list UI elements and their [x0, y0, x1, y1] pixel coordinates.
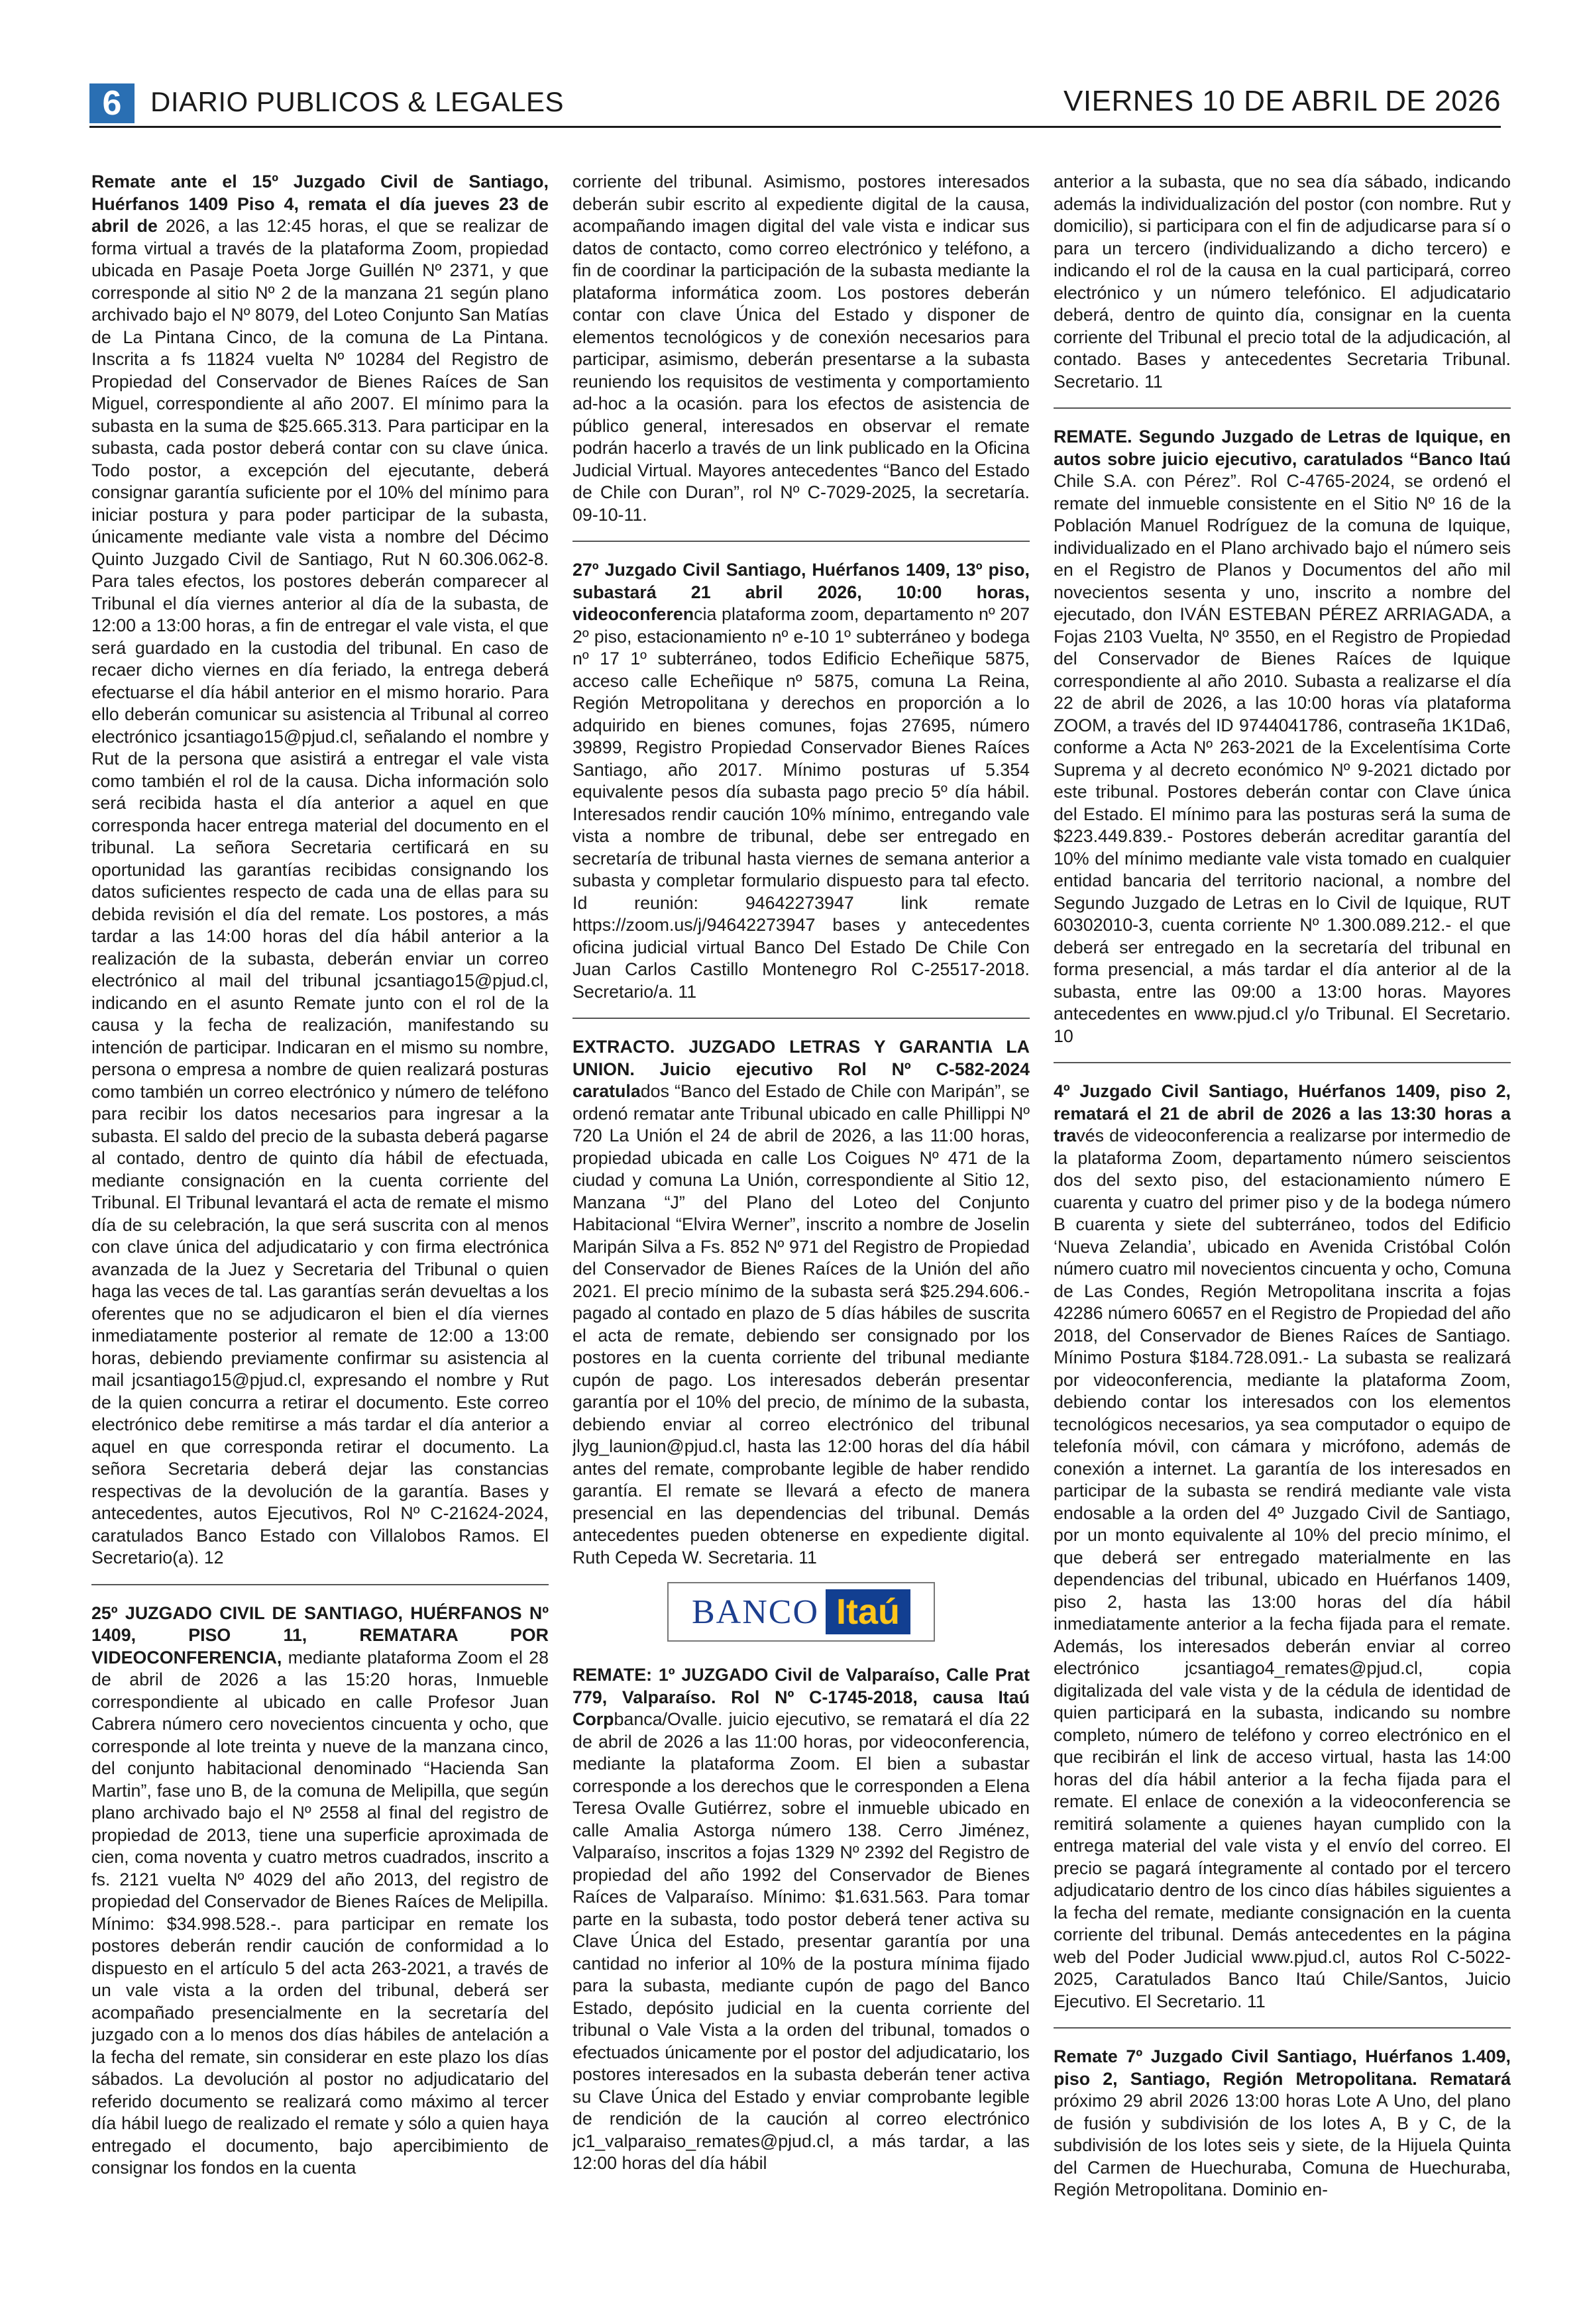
notice-1-juzgado-valparaiso — [572, 1664, 1030, 2175]
header-rule — [89, 126, 1501, 128]
notice-7-juzgado-civil — [1054, 2046, 1511, 2201]
notice-valparaiso-continued — [1054, 171, 1511, 393]
notice-body: 2026, a las 12:45 horas, el que se realizar de forma virtual a través de la plataforma Zoom, propiedad ubicada en Pasaje Poeta Jorge Guillén Nº 2371, y que corresponde al sitio Nº 2 de la manzana 21 según plano archivado bajo el Nº 8079, del Loteo Conjunto San Matías de La Pintana Cinco, de la comuna de La Pintana. Inscrita a fs 11824 vuelta Nº 10284 del Registro de Propiedad del Conservador de Bienes Raíces de San Miguel, correspondiente al año 2007. El mínimo para la subasta en la suma de $25.665.313. Para participar en la subasta, cada postor deberá contar con su clave única. Todo postor, a excepción del ejecutante, deberá consignar garantía suficiente por el 10% del mínimo para iniciar postura y para poder participar de la subasta, únicamente mediante vale vista a nombre del Décimo Quinto Juzgado Civil de Santiago, Rut N 60.306.062-8. Para tales efectos, los postores deberán comparecer al Tribunal el día viernes anterior al día de la subasta, de 12:00 a 13:00 horas, a fin de entregar el vale vista, el que será guardado en la custodia del tribunal. En caso de recaer dicho viernes en día feriado, la entrega deberá efectuarse el día hábil anterior en el mismo horario. Para ello deberán comunicar su asistencia al Tribunal al correo electrónico jcsantiago15@pjud.cl, señalando el nombre y Rut de la persona que asistirá a entregar el vale vista como también el rol de la causa. Dicha información solo será recibida hasta el día anterior a aquel en que corresponda hacer entrega material del documento en el tribunal. La señora Secretaria certificará en su oportunidad las garantías recibidas consignando los datos suficientes respecto de cada una de ellas para su debida revisión el día del remate. Los postores, a más tardar a las 14:00 horas del día hábil anterior a la realización de la subasta, deberán enviar un correo electrónico al mail del tribunal jcsantiago15@pjud.cl, indicando en el asunto Remate junto con el rol de la causa y la fecha de realización, manifestando su intención de participar. Indicaran en el mismo su nombre, persona o empresa a nombre de quien realizará posturas como también un correo electrónico y número de teléfono para recibir los datos necesarios para ingresar a la subasta. El saldo del precio de la subasta deberá pagarse al contado, dentro de quinto día hábil de efectuada, mediante consignación en la cuenta corriente del Tribunal. El Tribunal levantará el acta de remate el mismo día de su celebración, la que será suscrita con al menos con clave única del adjudicatario y con firma electrónica avanzada de la Juez y Secretaria del Tribunal o quien haga las veces de tal. Las garantías serán devueltas a los oferentes que no se adjudicaron el bien el día viernes inmediatamente posterior al remate de 12:00 a 13:00 horas, debiendo previamente confirmar su asistencia al mail jcsantiago15@pjud.cl, expresando el nombre y Rut de la quien concurra a retirar el documento. Este correo electrónico debe remitirse a más tardar el día anterior a aquel en que corresponda retirar el documento. La señora Secretaria deberá dejar las constancias respectivas de la devolución de la garantía. Bases y antecedentes, autos Ejecutivos, Rol Nº C-21624-2024, caratulados Banco Estado con Villalobos Ramos. El Secretario(a). 12 — [91, 216, 549, 1567]
notice-separator — [572, 1018, 1030, 1019]
notice-heading: 4º Juzgado Civil Santiago, Huérfanos 1409, piso 2, rematará el 21 de abril de 2026 a las 13:30 horas a tra — [1054, 1081, 1511, 1145]
notice-body: próximo 29 abril 2026 13:00 horas Lote A Uno, del plano de fusión y subdivisión de los lotes A, B y C, de la subdivisión de los lotes seis y siete, de la Hijuela Quinta del Carmen de Huechuraba, Comuna de Huechuraba, Región Metropolitana. Dominio en- — [1054, 2091, 1511, 2199]
column-2 — [572, 171, 1030, 2291]
logo-banco-text: BANCO — [691, 1593, 819, 1631]
notice-separator — [572, 541, 1030, 542]
page-header — [89, 79, 1501, 127]
page-number: 6 — [89, 83, 135, 123]
notice-25-juzgado-civil — [91, 1603, 549, 2180]
notice-separator — [1054, 1062, 1511, 1063]
notice-separator — [1054, 2027, 1511, 2029]
notice-remate-15-juzgado — [91, 171, 549, 1569]
notice-heading: REMATE: 1º JUZGADO Civil de Valparaíso, Calle Prat 779, Valparaíso. Rol Nº C-1745-2018, causa Itaú Corp — [572, 1665, 1030, 1729]
notice-4-juzgado-civil — [1054, 1081, 1511, 2013]
notice-2-juzgado-iquique — [1054, 426, 1511, 1047]
notice-body: cia plataforma zoom, departamento nº 207 2º piso, estacionamiento nº e-10 1º subterráneo y bodega nº 17 1º subterráneo, todos Edificio Echeñique 5875, acceso calle Echeñique nº 5875, comuna La Reina, Región Metropolitana y derechos en proporción a lo adquirido en bienes comunes, fojas 27695, número 39899, Registro Propiedad Conservador Bienes Raíces Santiago, año 2017. Mínimo posturas uf 5.354 equivalente pesos día subasta pago precio 5º día hábil. Interesados rendir caución 10% mínimo, entregando vale vista a nombre de tribunal, debe ser entregado en secretaría de tribunal hasta viernes de semana anterior a subasta y completar formulario dispuesto para tal efecto. Id reunión: 94642273947 link remate https://zoom.us/j/94642273947 bases y antecedentes oficina judicial virtual Banco Del Estado De Chile Con Juan Carlos Castillo Montenegro Rol C-25517-2018. Secretario/a. 11 — [572, 604, 1030, 1002]
notice-heading: EXTRACTO. JUZGADO LETRAS Y GARANTIA LA UNION. Juicio ejecutivo Rol Nº C-582-2024 caratula — [572, 1037, 1030, 1101]
notice-body: anterior a la subasta, que no sea día sábado, indicando además la individualización del postor (con nombre. Rut y domicilio), si participara con el fin de adjudicarse para sí o para un tercero (individualizando a dicho tercero) e indicando el rol de la causa en la cual participará, correo electrónico y un número telefónico. El adjudicatario deberá, dentro de quinto día, consignar en la cuenta corriente del Tribunal el precio total de la adjudicación, al contado. Bases y antecedentes Secretaria Tribunal. Secretario. 11 — [1054, 172, 1511, 392]
notice-heading: REMATE. Segundo Juzgado de Letras de Iquique, en autos sobre juicio ejecutivo, caratulados “Banco Itaú — [1054, 427, 1511, 469]
notice-separator — [91, 1584, 549, 1585]
notice-body: corriente del tribunal. Asimismo, postores interesados deberán subir escrito al expediente digital de la causa, acompañando imagen digital del vale vista e indicar sus datos de contacto, como correo electrónico y teléfono, a fin de coordinar la participación de la subasta mediante la plataforma informática zoom. Los postores deberán contar con clave Única del Estado y disponer de elementos tecnológicos y de conexión necesarios para participar, asimismo, deberán presentarse a la subasta reuniendo los requisitos de vestimenta y comportamiento ad-hoc a la ocasión. para los efectos de asistencia de público general, interesados en observar el remate podrán hacerlo a través de un link publicado en la Oficina Judicial Virtual. Mayores antecedentes “Banco del Estado de Chile con Duran”, rol Nº C-7029-2025, la secretaría. 09-10-11. — [572, 172, 1030, 525]
notice-extracto-la-union — [572, 1036, 1030, 1569]
issue-date: VIERNES 10 DE ABRIL DE 2026 — [1063, 85, 1501, 117]
notice-separator — [1054, 407, 1511, 409]
column-3 — [1054, 171, 1511, 2291]
notice-25-juzgado-continued — [572, 171, 1030, 526]
banco-itau-logo — [667, 1582, 935, 1642]
notice-body: dos “Banco del Estado de Chile con Maripán”, se ordenó rematar ante Tribunal ubicado en calle Phillippi Nº 720 La Unión el 24 de abril de 2026, a las 11:00 horas, propiedad ubicada en calle Los Coigues Nº 471 de la ciudad y comuna La Unión, correspondiente al Sitio 12, Manzana “J” del Plano del Loteo del Conjunto Habitacional “Elvira Werner”, inscrito a nombre de Joselin Maripán Silva a Fs. 852 Nº 971 del Registro de Propiedad del Conservador de Bienes Raíces de la Unión del año 2021. El precio mínimo de la subasta será $25.294.606.- pagado al contado en plazo de 5 días hábiles de suscrita el acta de remate, debiendo ser consignado por los postores en la cuenta corriente del tribunal mediante cupón de pago. Los interesados deberán presentar garantía por el 10% del precio, de mínimo de la subasta, debiendo enviar al correo electrónico del tribunal jlyg_launion@pjud.cl, hasta las 12:00 horas del día hábil antes del remate, comprobante legible de haber rendido garantía. El remate se llevará a efecto de manera presencial en las dependencias del tribunal. Demás antecedentes pueden obtenerse en expediente digital. Ruth Cepeda W. Secretaria. 11 — [572, 1081, 1030, 1567]
notice-body: banca/Ovalle. juicio ejecutivo, se rematará el día 22 de abril de 2026 a las 11:00 horas, por videoconferencia, mediante la plataforma Zoom. El bien a subastar corresponde a los derechos que le corresponden a Elena Teresa Ovalle Gutiérrez, sobre el inmueble ubicado en calle Amalia Astorga número 138. Cerro Jiménez, Valparaíso, inscritos a fojas 1329 Nº 2392 del Registro de propiedad del año 1992 del Conservador de Bienes Raíces de Valparaíso. Mínimo: $1.631.563. Para tomar parte en la subasta, todo postor deberá tener activa su Clave Única del Estado, presentar garantía por una cantidad no inferior al 10% de la postura mínima fijado para la subasta, mediante cupón de pago del Banco Estado, depósito judicial en la cuenta corriente del tribunal o Vale Vista a la orden del tribunal, tomados o efectuados únicamente por el postor del adjudicatario, los postores interesados en la subasta deberán tener activa su Clave Única del Estado y enviar comprobante legible de rendición de la caución al correo electrónico jc1_valparaiso_remates@pjud.cl, a más tardar, a las 12:00 horas del día hábil — [572, 1709, 1030, 2173]
notice-heading: Remate ante el 15º Juzgado Civil de Santiago, Huérfanos 1409 Piso 4, remata el día jueves 23 de abril de — [91, 172, 549, 236]
notice-27-juzgado-civil — [572, 559, 1030, 1003]
notice-heading: 27º Juzgado Civil Santiago, Huérfanos 1409, 13º piso, subastará 21 abril 2026, 10:00 horas, videoconferen — [572, 560, 1030, 624]
notice-body: vés de videoconferencia a realizarse por intermedio de la plataforma Zoom, departamento número seiscientos dos del sexto piso, del estacionamiento número E cuarenta y cuatro del primer piso y de la bodega número B cuarenta y siete del subterráneo, todos del Edificio ‘Nueva Zelandia’, ubicado en Avenida Cristóbal Colón número cuatro mil novecientos cincuenta y ocho, Comuna de Las Condes, Región Metropolitana inscrita a fojas 42286 número 60657 en el Registro de Propiedad del año 2018, del Conservador de Bienes Raíces de Santiago. Mínimo Postura $184.728.091.- La subasta se realizará por videoconferencia, mediante la plataforma Zoom, debiendo contar los interesados con los elementos tecnológicos necesarios, ya sea computador o equipo de telefonía móvil, con cámara y micrófono, además de conexión a internet. La garantía de los interesados en participar de la subasta se rendirá mediante vale vista endosable a la orden del 4º Juzgado Civil de Santiago, por un monto equivalente al 10% del precio mínimo, el que deberá ser entregado materialmente en las dependencias del tribunal, ubicado en Huérfanos 1409, piso 2, hasta las 13:00 horas del día hábil inmediatamente anterior a la fecha fijada para el remate. Además, los interesados deberán enviar al correo electrónico jcsantiago4_remates@pjud.cl, copia digitalizada del vale vista y de la cédula de identidad de quien participará en la subasta, indicando su nombre completo, número de teléfono y correo electrónico en el que recibirán el link de acceso virtual, hasta las 14:00 horas del día hábil anterior a la fecha fijada para el remate. El enlace de conexión a la videoconferencia se remitirá solamente a quienes hayan cumplido con la entrega material del vale vista y el envío del correo. El precio se pagará íntegramente al contado por el tercero adjudicatario dentro de los cinco días hábiles siguientes a la fecha del remate, mediante consignación en la cuenta corriente del tribunal. Demás antecedentes en la página web del Poder Judicial www.pjud.cl, autos Rol C-5022-2025, Caratulados Banco Itaú Chile/Santos, Juicio Ejecutivo. El Secretario. 11 — [1054, 1126, 1511, 2011]
publication-name: DIARIO PUBLICOS & LEGALES — [150, 86, 565, 117]
notice-body: mediante plataforma Zoom el 28 de abril de 2026 a las 15:20 horas, Inmueble correspondiente al ubicado en calle Profesor Juan Cabrera número cero novecientos cincuenta y ocho, que corresponde al lote treinta y nueve de la manzana cinco, del conjunto habitacional denominado “Hacienda San Martin”, fase uno B, de la comuna de Melipilla, que según plano archivado bajo el Nº 2558 al final del registro de propiedad de 2013, tiene una superficie aproximada de cien, coma noventa y cuatro metros cuadrados, inscrito a fs. 2121 vuelta Nº 4029 del año 2013, del registro de propiedad del Conservador de Bienes Raíces de Melipilla. Mínimo: $34.998.528.-. para participar en remate los postores deberán rendir caución de conformidad a lo dispuesto en el artículo 5 del acta 263-2021, a través de un vale vista a la orden del tribunal, deberá ser acompañado presencialmente en la secretaría del juzgado con a lo menos dos días hábiles de antelación a la fecha del remate, sin considerar en este plazo los días sábados. La devolución al postor no adjudicatario del referido documento se realizará como máximo al tercer día hábil luego de realizado el remate y sólo a quien haya entregado el documento, bajo apercibimiento de consignar los fondos en la cuenta — [91, 1647, 549, 2178]
notice-heading: 25º JUZGADO CIVIL DE SANTIAGO, HUÉRFANOS Nº 1409, PISO 11, REMATARA POR VIDEOCONFERENCIA, — [91, 1603, 549, 1667]
logo-itau-text: Itaú — [826, 1589, 910, 1634]
notice-heading: Remate 7º Juzgado Civil Santiago, Huérfanos 1.409, piso 2, Santiago, Región Metropolitana. Rematará — [1054, 2046, 1511, 2089]
notice-body: Chile S.A. con Pérez”. Rol C-4765-2024, se ordenó el remate del inmueble consistente en el Sitio Nº 16 de la Población Manuel Rodríguez de la comuna de Iquique, individualizado en el Plano archivado bajo el número seis en el Registro de Planos y Documentos del año mil novecientos sesenta y uno, inscrito a nombre del ejecutado, don IVÁN ESTEBAN PÉREZ ARRIAGADA, a Fojas 2103 Vuelta, Nº 3550, en el Registro de Propiedad del Conservador de Bienes Raíces de Iquique correspondiente al año 2010. Subasta a realizarse el día 22 de abril de 2026, a las 10:00 horas vía plataforma ZOOM, a través del ID 9744041786, contraseña 1K1Da6, conforme a Acta Nº 263-2021 de la Excelentísima Corte Suprema y al decreto económico Nº 9-2021 dictado por este tribunal. Postores deberán contar con Clave única del Estado. El mínimo para las posturas será la suma de $223.449.839.- Postores deberán acreditar garantía del 10% del mínimo mediante vale vista tomado en cualquier entidad bancaria del territorio nacional, a nombre del Segundo Juzgado de Letras en lo Civil de Iquique, RUT 60302010-3, cuenta corriente Nº 1.300.089.212.- el que deberá ser entregado en la secretaría del tribunal en forma presencial, a más tardar el día anterior al de la subasta, entre las 09:00 a 13:00 horas. Mayores antecedentes en www.pjud.cl y/o Tribunal. El Secretario. 10 — [1054, 471, 1511, 1046]
column-1 — [91, 171, 549, 2291]
